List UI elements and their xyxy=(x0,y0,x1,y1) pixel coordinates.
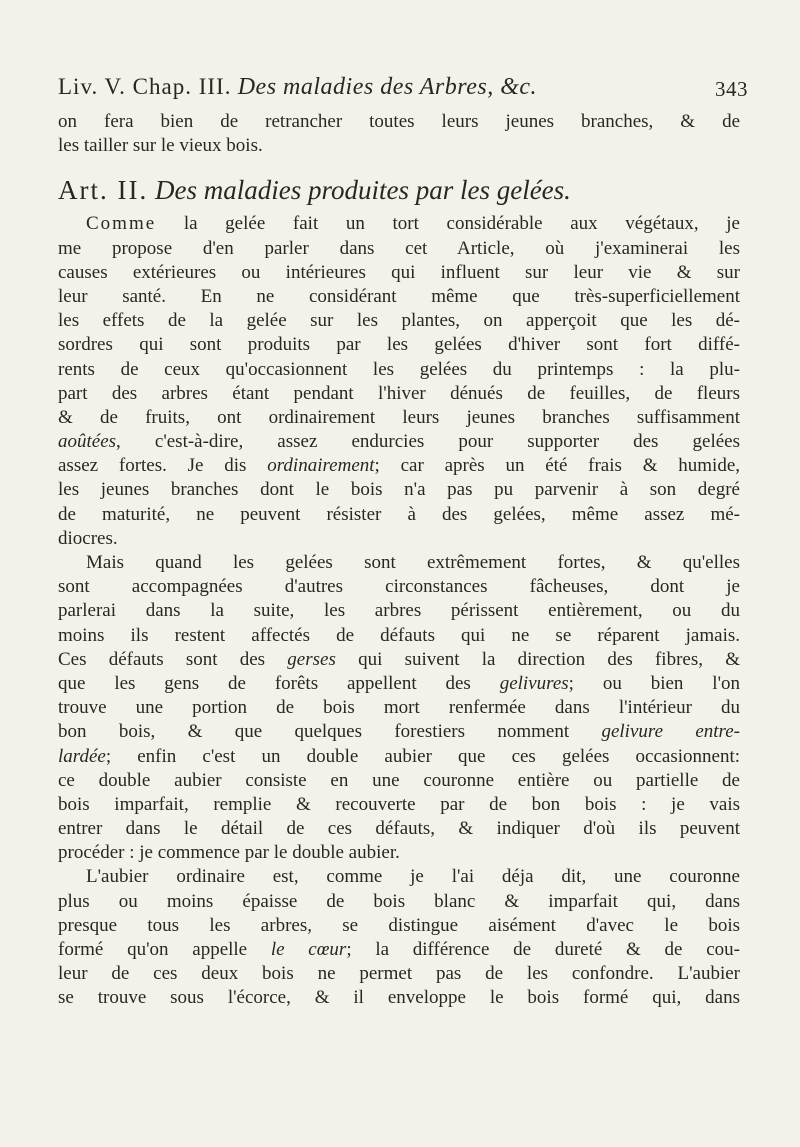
lead-word: Comme xyxy=(86,213,157,235)
text-line: les jeunes branches dont le bois n'a pas pu parvenir à son degré xyxy=(58,479,740,501)
text-line: me propose d'en parler dans cet Article, où j'examinerai les xyxy=(58,237,740,259)
text-line: parlerai dans la suite, les arbres périssent entièrement, ou du xyxy=(58,600,740,622)
italic-term: aoûtées xyxy=(58,431,117,453)
text-line: formé qu'on appelle le cœur; la différence de dureté & de cou- xyxy=(58,939,740,960)
page-number: 343 xyxy=(715,77,748,101)
text-line: part des arbres étant pendant l'hiver dénués de feuilles, de fleurs xyxy=(58,382,740,404)
text-line: sont accompagnées d'autres circonstances fâcheuses, dont je xyxy=(58,576,740,598)
text-line: causes extérieures ou intérieures qui influent sur leur vie & sur xyxy=(58,261,740,283)
text-line: leur de ces deux bois ne permet pas de les confondre. L'aubier xyxy=(58,963,740,985)
text-line: Mais quand les gelées sont extrêmement fortes, & qu'elles xyxy=(86,552,740,573)
text-line: bois imparfait, remplie & recouverte par de bon bois : je vais xyxy=(58,793,740,815)
text-line: assez fortes. Je dis ordinairement; car après un été frais & humide, xyxy=(58,455,740,477)
body-text xyxy=(58,110,740,1011)
text-line: lardée; enfin c'est un double aubier que ces gelées occasionnent: xyxy=(58,745,740,767)
text-line: se trouve sous l'écorce, & il enveloppe le bois formé qui, dans xyxy=(58,987,740,1009)
text-line: entrer dans le détail de ces défauts, & indiquer d'où ils peuvent xyxy=(58,818,740,840)
italic-term: gelivure entre- xyxy=(601,721,740,743)
text-line: on fera bien de retrancher toutes leurs jeunes branches, & de xyxy=(58,111,740,132)
text-line: sordres qui sont produits par les gelées d'hiver sont fort diffé- xyxy=(58,334,740,356)
text-line: rents de ceux qu'occasionnent les gelées du printemps : la plu- xyxy=(58,358,740,380)
text-line: bon bois, & que quelques forestiers nomment gelivure entre- xyxy=(58,721,740,743)
running-header xyxy=(58,74,748,102)
text-line: & de fruits, ont ordinairement leurs jeunes branches suffisamment xyxy=(58,406,740,428)
text-line: de maturité, ne peuvent résister à des gelées, même assez mé- xyxy=(58,503,740,525)
italic-term: lardée xyxy=(58,745,106,767)
text-line: diocres. xyxy=(58,527,118,549)
text-line: L'aubier ordinaire est, comme je l'ai déja dit, une couronne xyxy=(86,866,740,888)
italic-term: gelivures xyxy=(499,672,569,694)
article-title: Des maladies produites par les gelées. xyxy=(154,175,571,206)
text-line: plus ou moins épaisse de bois blanc & imparfait qui, dans xyxy=(58,890,740,912)
article-number: Art. II. xyxy=(58,175,149,206)
italic-term: le cœur xyxy=(270,939,347,960)
text-line: les tailler sur le vieux bois. xyxy=(58,135,263,157)
chapter-reference: Liv. V. Chap. III. xyxy=(58,74,232,99)
text-line: moins ils restent affectés de défauts qui ne se réparent jamais. xyxy=(58,624,740,646)
text-line: que les gens de forêts appellent des gelivures; ou bien l'on xyxy=(58,672,740,694)
text-line: les effets de la gelée sur les plantes, on apperçoit que les dé- xyxy=(58,310,740,332)
text-line: procéder : je commence par le double aubier. xyxy=(58,842,400,864)
text-line: trouve une portion de bois mort renfermée dans l'intérieur du xyxy=(58,697,740,719)
italic-term: gerses xyxy=(287,648,336,670)
text-line: presque tous les arbres, se distingue aisément d'avec le bois xyxy=(58,914,740,936)
text-line: ce double aubier consiste en une couronne entière ou partielle de xyxy=(58,769,740,791)
text-line: aoûtées, c'est-à-dire, assez endurcies pour supporter des gelées xyxy=(58,431,740,453)
text-line: leur santé. En ne considérant même que très-superficiellement xyxy=(58,285,740,307)
article-heading xyxy=(58,168,740,212)
text-line: Comme la gelée fait un tort considérable aux végétaux, je xyxy=(86,213,740,235)
italic-term: ordinairement xyxy=(267,455,375,477)
running-title: Des maladies des Arbres, &c. xyxy=(237,74,538,100)
text-line: Ces défauts sont des gerses qui suivent la direction des fibres, & xyxy=(58,648,740,670)
